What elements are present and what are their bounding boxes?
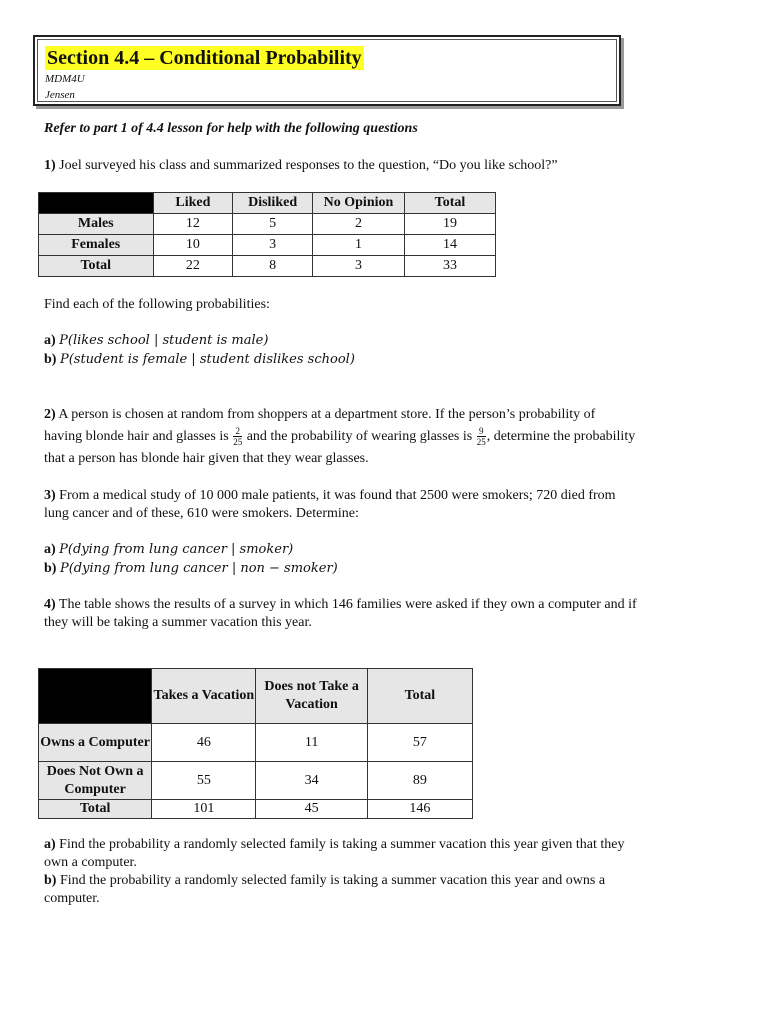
- question-2-text: , determine the probability: [486, 429, 636, 444]
- part-label: b): [44, 873, 57, 888]
- question-4b-line-1: [44, 872, 605, 890]
- question-4a-line-1: [44, 836, 624, 854]
- column-header: No Opinion: [312, 193, 404, 214]
- probability-expression: P(dying from lung cancer | non − smoker): [59, 561, 338, 576]
- question-2-line-1: [44, 406, 595, 424]
- row-header: Total: [39, 256, 154, 277]
- table-cell: 12: [153, 214, 233, 235]
- question-1a: [44, 332, 268, 350]
- question-4-line-1: [44, 596, 637, 614]
- question-4-text: The table shows the results of a survey in which 146 families were asked if they own a computer and if: [55, 597, 637, 612]
- row-header: Total: [39, 800, 152, 819]
- fraction-glasses: [477, 426, 486, 447]
- question-3-line-2: lung cancer and of these, 610 were smokers. Determine:: [44, 506, 359, 521]
- question-4a-line-2: own a computer.: [44, 855, 137, 870]
- question-2-text: having blonde hair and glasses is: [44, 429, 233, 444]
- question-2-line-2: [44, 426, 635, 448]
- table-cell: 46: [152, 724, 256, 762]
- table-cell: 146: [367, 800, 472, 819]
- page-title: Section 4.4 – Conditional Probability: [47, 47, 362, 69]
- question-3-text: From a medical study of 10 000 male patients, it was found that 2500 were smokers; 720 died from: [55, 488, 616, 503]
- table-cell: 55: [152, 762, 256, 800]
- table-cell: 33: [404, 256, 495, 277]
- question-2-number: 2): [44, 407, 56, 422]
- question-1: [44, 157, 558, 175]
- intro-instruction: Refer to part 1 of 4.4 lesson for help with the following questions: [44, 121, 418, 136]
- vacation-computer-table: [38, 668, 473, 819]
- column-header: Liked: [153, 193, 233, 214]
- table-cell: 3: [312, 256, 404, 277]
- table-cell: 10: [153, 235, 233, 256]
- question-1b: [44, 351, 355, 369]
- question-2-text: A person is chosen at random from shoppers at a department store. If the person’s probability of: [55, 407, 596, 422]
- row-header: Does Not Own a Computer: [39, 762, 152, 800]
- table-cell: 57: [367, 724, 472, 762]
- fraction-blonde-and-glasses: [233, 426, 242, 447]
- table-cell: 3: [233, 235, 313, 256]
- question-4b-line-2: computer.: [44, 891, 100, 906]
- part-label: a): [44, 837, 56, 852]
- question-4b-text: Find the probability a randomly selected family is taking a summer vacation this year and owns a: [56, 873, 606, 888]
- column-header: Disliked: [233, 193, 313, 214]
- column-header: Does not Take a Vacation: [256, 669, 367, 724]
- question-3b: [44, 560, 338, 578]
- part-label: a): [44, 333, 56, 348]
- question-4-number: 4): [44, 597, 56, 612]
- table-cell: 19: [404, 214, 495, 235]
- column-header: Total: [404, 193, 495, 214]
- title-box: [33, 35, 621, 106]
- table-cell: 14: [404, 235, 495, 256]
- table-corner-cell: [39, 193, 154, 214]
- table-row: [39, 235, 496, 256]
- table-cell: 45: [256, 800, 367, 819]
- question-3a: [44, 541, 293, 559]
- question-1-number: 1): [44, 158, 56, 173]
- column-header: Total: [367, 669, 472, 724]
- table-corner-cell: [39, 669, 152, 724]
- table-row: [39, 256, 496, 277]
- table-row: [39, 724, 473, 762]
- part-label: b): [44, 352, 57, 367]
- table-cell: 8: [233, 256, 313, 277]
- question-4a-text: Find the probability a randomly selected family is taking a summer vacation this year given that they: [55, 837, 625, 852]
- question-1-text: Joel surveyed his class and summarized responses to the question, “Do you like school?”: [55, 158, 558, 173]
- row-header: Females: [39, 235, 154, 256]
- table-cell: 34: [256, 762, 367, 800]
- table-cell: 1: [312, 235, 404, 256]
- probability-expression: P(likes school | student is male): [59, 333, 269, 348]
- question-2-line-3: that a person has blonde hair given that they wear glasses.: [44, 451, 369, 466]
- table-header-row: [39, 193, 496, 214]
- part-label: b): [44, 561, 57, 576]
- fraction-denominator: 25: [233, 437, 243, 448]
- fraction-numerator: 9: [477, 426, 486, 437]
- question-1-prompt: Find each of the following probabilities:: [44, 297, 270, 312]
- column-header: Takes a Vacation: [152, 669, 256, 724]
- table-row: [39, 762, 473, 800]
- table-cell: 2: [312, 214, 404, 235]
- probability-expression: P(student is female | student dislikes school): [59, 352, 355, 367]
- question-3-number: 3): [44, 488, 56, 503]
- course-code: MDM4U: [45, 73, 85, 85]
- table-row: [39, 214, 496, 235]
- fraction-denominator: 25: [476, 437, 486, 448]
- question-2-text: and the probability of wearing glasses is: [243, 429, 476, 444]
- probability-expression: P(dying from lung cancer | smoker): [59, 542, 294, 557]
- table-cell: 5: [233, 214, 313, 235]
- table-header-row: [39, 669, 473, 724]
- fraction-numerator: 2: [233, 426, 242, 437]
- table-cell: 11: [256, 724, 367, 762]
- teacher-name: Jensen: [45, 89, 75, 101]
- part-label: a): [44, 542, 56, 557]
- question-3-line-1: [44, 487, 616, 505]
- table-row: [39, 800, 473, 819]
- row-header: Owns a Computer: [39, 724, 152, 762]
- table-cell: 101: [152, 800, 256, 819]
- table-cell: 22: [153, 256, 233, 277]
- table-cell: 89: [367, 762, 472, 800]
- row-header: Males: [39, 214, 154, 235]
- question-4-line-2: they will be taking a summer vacation this year.: [44, 615, 312, 630]
- school-survey-table: [38, 192, 496, 277]
